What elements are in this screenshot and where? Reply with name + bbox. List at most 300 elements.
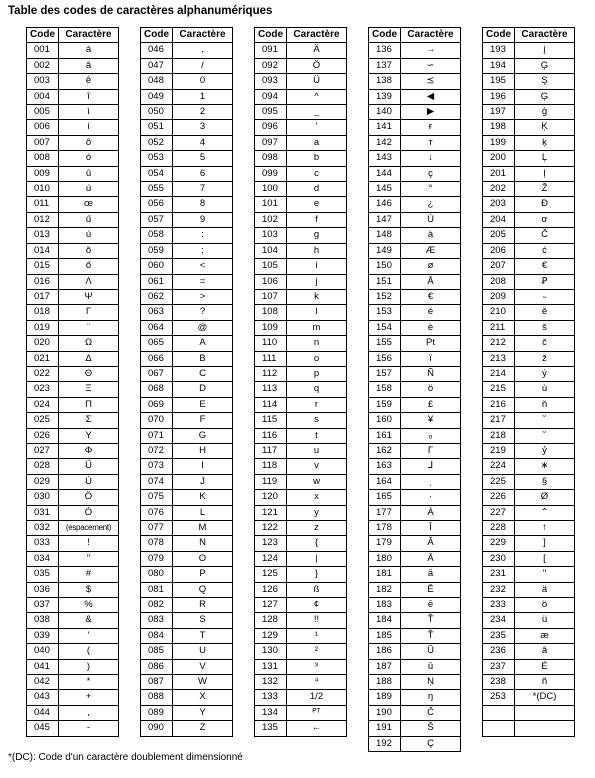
table-row: [27, 628, 119, 643]
character-cell: ¹: [287, 628, 347, 643]
code-table-2: [140, 27, 233, 737]
character-cell: ä: [515, 582, 575, 597]
character-cell: 6: [173, 166, 233, 181]
character-cell: ▶: [401, 105, 461, 120]
table-row: [369, 443, 461, 458]
character-cell: |: [287, 551, 347, 566]
character-cell: H: [173, 443, 233, 458]
character-cell: Ļ: [515, 151, 575, 166]
code-cell: 039: [27, 628, 59, 643]
code-cell: 078: [141, 536, 173, 551]
header-code: Code: [369, 28, 401, 43]
code-cell: 190: [369, 705, 401, 720]
table-row: [369, 690, 461, 705]
code-cell: 235: [483, 628, 515, 643]
code-cell: 195: [483, 74, 515, 89]
character-cell: Ē: [401, 582, 461, 597]
code-cell: 049: [141, 89, 173, 104]
table-row: [483, 659, 575, 674]
character-cell: u: [287, 443, 347, 458]
table-row: [483, 243, 575, 258]
character-cell: Θ: [59, 366, 119, 381]
table-header-row: [483, 28, 575, 43]
character-cell: Š: [401, 721, 461, 736]
code-cell: 158: [369, 382, 401, 397]
table-row: [27, 89, 119, 104]
code-cell: 163: [369, 459, 401, 474]
table-row: [369, 58, 461, 73]
table-row: [255, 582, 347, 597]
character-cell: Æ: [401, 243, 461, 258]
table-row: [369, 521, 461, 536]
character-cell: Δ: [59, 351, 119, 366]
code-cell: 153: [369, 305, 401, 320]
character-cell: ←: [287, 721, 347, 736]
code-cell: 149: [369, 243, 401, 258]
table-row: [255, 459, 347, 474]
character-cell: ⌃: [515, 505, 575, 520]
table-row: [141, 675, 233, 690]
character-cell: p: [287, 366, 347, 381]
table-row: [141, 474, 233, 489]
code-cell: 035: [27, 567, 59, 582]
code-cell: 038: [27, 613, 59, 628]
character-cell: >: [173, 289, 233, 304]
table-row: [27, 58, 119, 73]
code-cell: 103: [255, 228, 287, 243]
character-cell: ·: [401, 490, 461, 505]
code-cell: 023: [27, 382, 59, 397]
code-cell: 127: [255, 598, 287, 613]
code-cell: 126: [255, 582, 287, 597]
code-cell: 064: [141, 320, 173, 335]
code-cell: 013: [27, 228, 59, 243]
table-row: [27, 336, 119, 351]
character-cell: V: [173, 659, 233, 674]
table-header-row: [369, 28, 461, 43]
code-cell: 041: [27, 659, 59, 674]
character-cell: z: [287, 521, 347, 536]
table-row: [255, 705, 347, 720]
table-row: [483, 89, 575, 104]
character-cell: ˵: [515, 289, 575, 304]
character-cell: @: [173, 320, 233, 335]
character-cell: !!: [287, 613, 347, 628]
table-row: [369, 135, 461, 150]
table-row: [27, 551, 119, 566]
character-cell: Ñ: [401, 366, 461, 381]
character-cell: ∗: [515, 459, 575, 474]
table-row: [255, 366, 347, 381]
table-row: [27, 428, 119, 443]
code-cell: 101: [255, 197, 287, 212]
character-cell: [515, 721, 575, 736]
table-row: [369, 120, 461, 135]
table-row: [27, 459, 119, 474]
code-cell: 203: [483, 197, 515, 212]
character-cell: $: [59, 582, 119, 597]
code-cell: 084: [141, 628, 173, 643]
table-row: [369, 151, 461, 166]
character-cell: 1/2: [287, 690, 347, 705]
code-cell: 044: [27, 705, 59, 720]
code-cell: 002: [27, 58, 59, 73]
character-cell: ó: [59, 151, 119, 166]
code-cell: 104: [255, 243, 287, 258]
code-cell: 026: [27, 428, 59, 443]
character-cell: ć: [515, 243, 575, 258]
code-cell: 232: [483, 582, 515, 597]
table-row: [27, 397, 119, 412]
table-row: [27, 644, 119, 659]
character-cell: ": [59, 551, 119, 566]
code-cell: 234: [483, 613, 515, 628]
code-cell: 071: [141, 428, 173, 443]
character-cell: î: [59, 89, 119, 104]
table-row: [255, 659, 347, 674]
header-code: Code: [27, 28, 59, 43]
code-cell: 086: [141, 659, 173, 674]
table-header-row: [27, 28, 119, 43]
table-row: [369, 336, 461, 351]
character-cell: á: [59, 43, 119, 58]
code-cell: 074: [141, 474, 173, 489]
table-row: [27, 166, 119, 181]
table-row: [141, 459, 233, 474]
table-row: [369, 613, 461, 628]
header-code: Code: [483, 28, 515, 43]
character-cell: d: [287, 182, 347, 197]
code-cell: 110: [255, 336, 287, 351]
table-row: [369, 628, 461, 643]
table-row: [483, 613, 575, 628]
character-cell: ³: [287, 659, 347, 674]
character-cell: ": [515, 567, 575, 582]
code-cell: 137: [369, 58, 401, 73]
character-cell: ↑: [515, 521, 575, 536]
table-row: [369, 505, 461, 520]
table-row: [255, 443, 347, 458]
table-row: [255, 675, 347, 690]
header-code: Code: [255, 28, 287, 43]
table-row: [483, 443, 575, 458]
table-row: [141, 120, 233, 135]
code-cell: 090: [141, 721, 173, 736]
table-row: [483, 428, 575, 443]
character-cell: s: [287, 413, 347, 428]
table-row: [141, 89, 233, 104]
code-cell: 133: [255, 690, 287, 705]
code-cell: 160: [369, 413, 401, 428]
table-row: [255, 212, 347, 227]
character-cell: ơ: [515, 212, 575, 227]
character-cell: o: [287, 351, 347, 366]
character-cell: ě: [515, 305, 575, 320]
code-cell: 032: [27, 521, 59, 536]
table-row: [483, 320, 575, 335]
table-row: [255, 74, 347, 89]
character-cell: Á: [401, 505, 461, 520]
character-cell: Ù: [401, 212, 461, 227]
table-row: [369, 289, 461, 304]
table-row: [141, 428, 233, 443]
character-cell: û: [59, 166, 119, 181]
table-row: [255, 120, 347, 135]
code-cell: 201: [483, 166, 515, 181]
character-cell: _: [287, 105, 347, 120]
character-cell: O: [173, 551, 233, 566]
character-cell: Ž: [515, 182, 575, 197]
character-cell: ū: [401, 659, 461, 674]
table-row: [369, 659, 461, 674]
character-cell: €: [401, 289, 461, 304]
code-cell: 116: [255, 428, 287, 443]
table-row: [27, 659, 119, 674]
character-cell: 2: [173, 105, 233, 120]
character-cell: K: [173, 490, 233, 505]
table-row: [141, 182, 233, 197]
table-row: [369, 259, 461, 274]
character-cell: œ: [59, 197, 119, 212]
table-row: [27, 613, 119, 628]
code-cell: 161: [369, 428, 401, 443]
character-cell: e: [287, 197, 347, 212]
character-cell: :: [173, 228, 233, 243]
table-row: [369, 274, 461, 289]
code-cell: 136: [369, 43, 401, 58]
character-cell: 8: [173, 197, 233, 212]
table-row: [369, 536, 461, 551]
table-row: [141, 397, 233, 412]
character-cell: R: [173, 598, 233, 613]
code-cell: 196: [483, 89, 515, 104]
code-cell: 031: [27, 505, 59, 520]
code-cell: 135: [255, 721, 287, 736]
character-cell: Ω: [59, 336, 119, 351]
code-cell: 194: [483, 58, 515, 73]
table-row: [483, 135, 575, 150]
code-cell: 237: [483, 659, 515, 674]
code-cell: 097: [255, 135, 287, 150]
code-cell: 001: [27, 43, 59, 58]
table-row: [369, 644, 461, 659]
code-cell: 181: [369, 567, 401, 582]
code-cell: 192: [369, 736, 401, 751]
character-cell: ô: [59, 135, 119, 150]
code-cell: 134: [255, 705, 287, 720]
code-cell: 227: [483, 505, 515, 520]
character-cell: P: [173, 567, 233, 582]
code-cell: 213: [483, 351, 515, 366]
table-row: [483, 567, 575, 582]
code-cell: 112: [255, 366, 287, 381]
table-row: [27, 474, 119, 489]
code-cell: 197: [483, 105, 515, 120]
character-cell: ň: [515, 397, 575, 412]
table-row: [483, 105, 575, 120]
character-cell: k: [287, 289, 347, 304]
code-cell: 236: [483, 644, 515, 659]
character-cell: ú: [59, 228, 119, 243]
code-cell: 095: [255, 105, 287, 120]
character-cell: #: [59, 567, 119, 582]
table-row: [27, 197, 119, 212]
code-cell: 148: [369, 228, 401, 243]
table-row: [141, 551, 233, 566]
code-cell: 131: [255, 659, 287, 674]
code-cell: 121: [255, 505, 287, 520]
code-cell: 185: [369, 628, 401, 643]
table-row: [483, 58, 575, 73]
character-cell: ú: [59, 182, 119, 197]
table-row: [141, 659, 233, 674]
character-cell: ē: [401, 598, 461, 613]
code-cell: 217: [483, 413, 515, 428]
table-row: [255, 474, 347, 489]
table-row: [369, 105, 461, 120]
character-cell: ғ: [401, 120, 461, 135]
code-cell: 164: [369, 474, 401, 489]
code-cell: 085: [141, 644, 173, 659]
table-row: [141, 382, 233, 397]
table-row: [141, 567, 233, 582]
code-cell: 076: [141, 505, 173, 520]
code-cell: 238: [483, 675, 515, 690]
code-cell: 229: [483, 536, 515, 551]
table-row: [255, 89, 347, 104]
character-cell: Ü: [287, 74, 347, 89]
table-row: [141, 521, 233, 536]
header-character: Caractère: [287, 28, 347, 43]
table-row: [483, 151, 575, 166]
table-row: [27, 289, 119, 304]
character-cell: Č: [515, 228, 575, 243]
table-row: [141, 105, 233, 120]
character-cell: *: [59, 675, 119, 690]
code-cell: 016: [27, 274, 59, 289]
code-cell: 205: [483, 228, 515, 243]
code-cell: 096: [255, 120, 287, 135]
character-cell: q: [287, 382, 347, 397]
table-row: [255, 289, 347, 304]
character-cell: 5: [173, 151, 233, 166]
code-cell: 037: [27, 598, 59, 613]
table-row: [369, 43, 461, 58]
character-cell: §: [515, 474, 575, 489]
table-row: [255, 320, 347, 335]
code-cell: 079: [141, 551, 173, 566]
character-cell: Pt: [401, 336, 461, 351]
code-cell: 207: [483, 259, 515, 274]
table-row: [141, 228, 233, 243]
code-cell: 004: [27, 89, 59, 104]
code-cell: 003: [27, 74, 59, 89]
code-cell: 159: [369, 397, 401, 412]
table-row: [483, 582, 575, 597]
table-row: [141, 505, 233, 520]
table-row: [369, 490, 461, 505]
table-row: [369, 305, 461, 320]
table-row: [27, 243, 119, 258]
code-cell: 033: [27, 536, 59, 551]
code-cell: 219: [483, 443, 515, 458]
character-cell: X: [173, 690, 233, 705]
table-row: [255, 43, 347, 58]
table-row: [483, 536, 575, 551]
table-row: [141, 259, 233, 274]
table-row: [369, 320, 461, 335]
character-cell: B: [173, 351, 233, 366]
character-cell: Ú: [59, 474, 119, 489]
character-cell: â: [515, 644, 575, 659]
character-cell: Ç: [401, 736, 461, 751]
character-cell: h: [287, 243, 347, 258]
character-cell: Č: [401, 705, 461, 720]
character-cell: W: [173, 675, 233, 690]
character-cell: 3: [173, 120, 233, 135]
table-row: [369, 182, 461, 197]
character-cell: ŋ: [401, 690, 461, 705]
code-cell: 043: [27, 690, 59, 705]
table-row: [141, 413, 233, 428]
character-cell: ': [59, 628, 119, 643]
character-cell: m: [287, 320, 347, 335]
character-cell: Ǎ: [401, 536, 461, 551]
character-cell: į: [515, 43, 575, 58]
table-row: [141, 598, 233, 613]
code-cell: 008: [27, 151, 59, 166]
table-row: [483, 366, 575, 381]
table-row: [255, 428, 347, 443]
code-cell: 225: [483, 474, 515, 489]
code-cell: 125: [255, 567, 287, 582]
character-cell: ⅃: [401, 459, 461, 474]
character-cell: *(DC): [515, 690, 575, 705]
code-cell: 212: [483, 336, 515, 351]
character-cell: A: [173, 336, 233, 351]
character-cell: ∽: [401, 58, 461, 73]
table-row: [141, 613, 233, 628]
character-cell: ˎ: [401, 474, 461, 489]
code-cell: 105: [255, 259, 287, 274]
table-row: [483, 474, 575, 489]
character-cell: C: [173, 366, 233, 381]
code-cell: 182: [369, 582, 401, 597]
table-row: [255, 259, 347, 274]
table-row: [483, 120, 575, 135]
header-character: Caractère: [59, 28, 119, 43]
code-cell: 050: [141, 105, 173, 120]
table-row: [369, 212, 461, 227]
table-row: [27, 705, 119, 720]
code-cell: 065: [141, 336, 173, 351]
character-cell: Ø: [515, 490, 575, 505]
table-row: [141, 366, 233, 381]
character-cell: Q: [173, 582, 233, 597]
table-row: [369, 74, 461, 89]
character-cell: £: [401, 397, 461, 412]
table-row: [369, 166, 461, 181]
code-cell: 193: [483, 43, 515, 58]
code-cell: 060: [141, 259, 173, 274]
code-cell: 208: [483, 274, 515, 289]
table-row: [369, 397, 461, 412]
table-row: [483, 690, 575, 705]
character-cell: í: [59, 120, 119, 135]
table-row: [255, 274, 347, 289]
character-cell: /: [173, 58, 233, 73]
code-cell: 145: [369, 182, 401, 197]
